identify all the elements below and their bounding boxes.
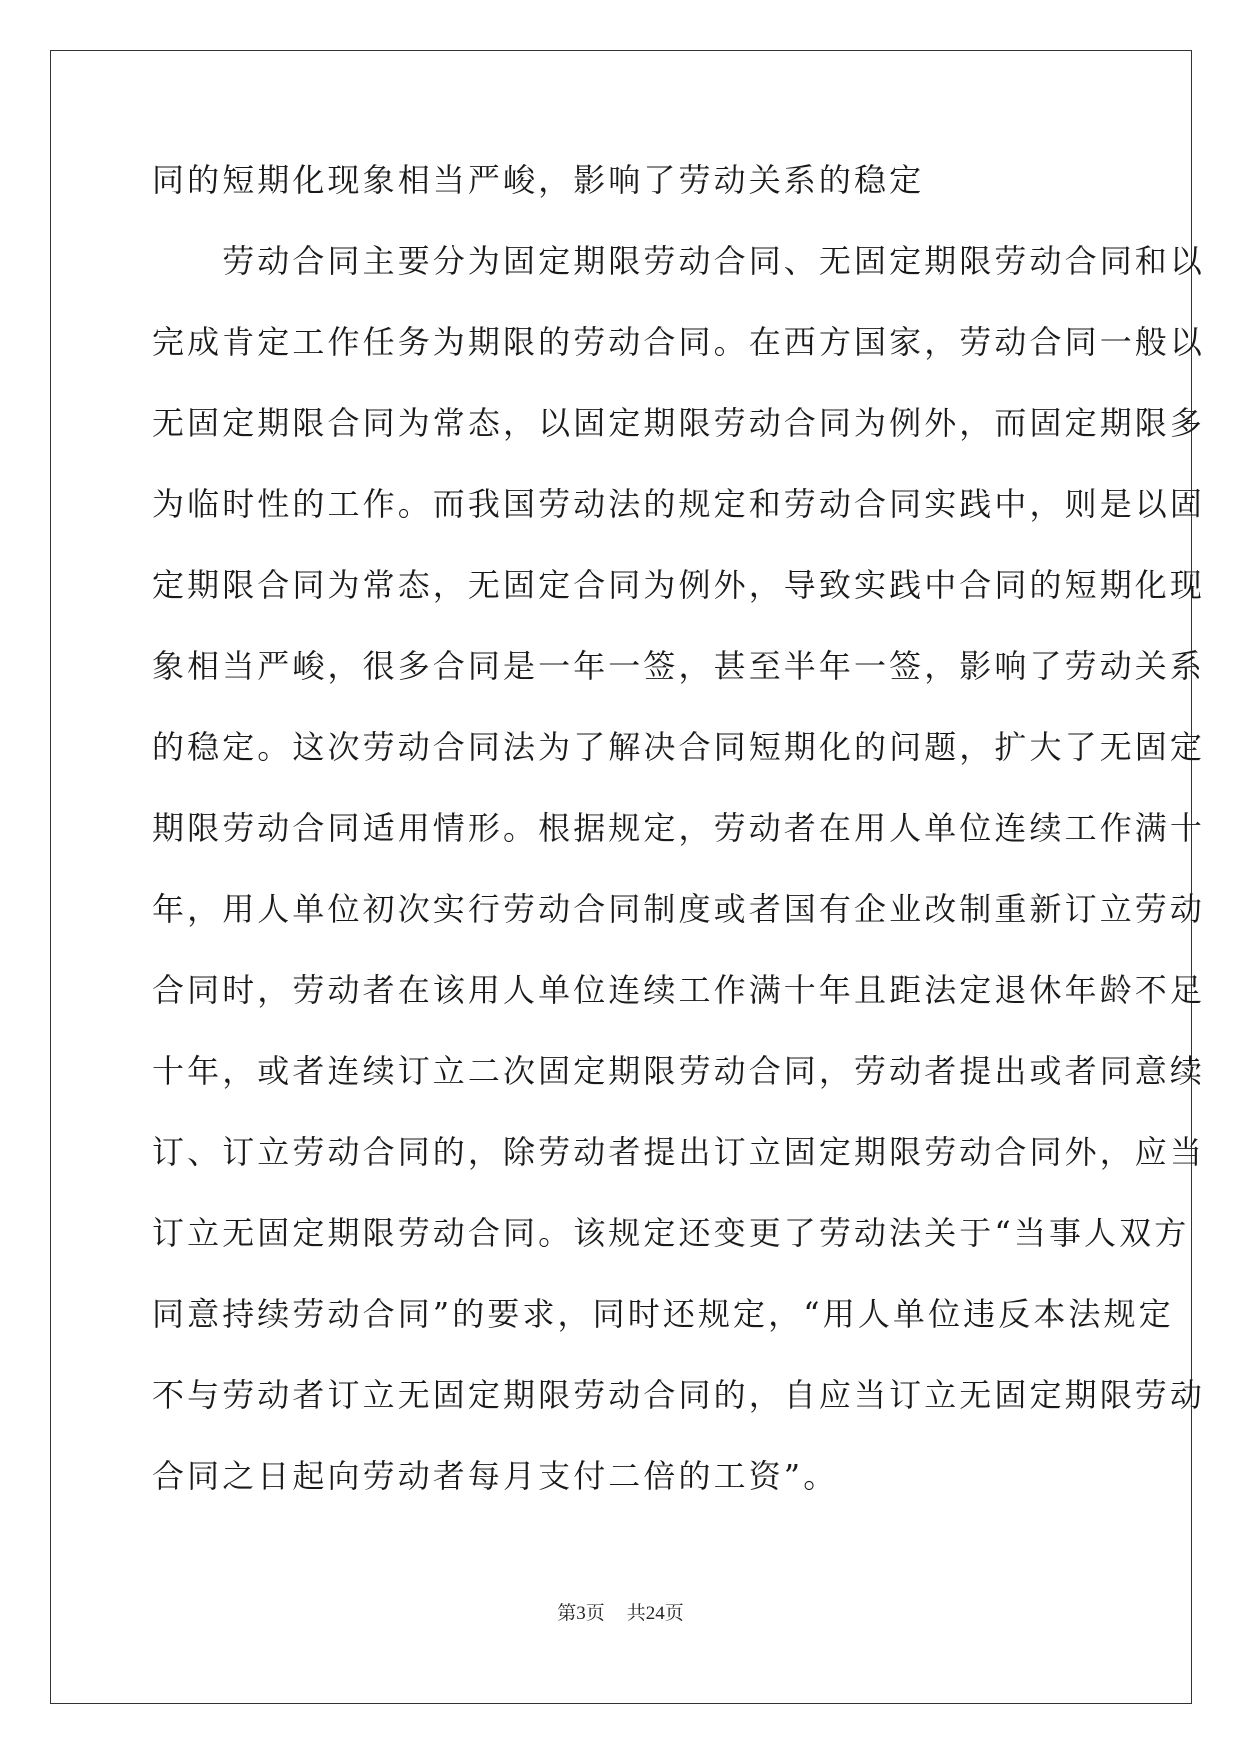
text-line: 同意持续劳动合同”的要求，同时还规定，“用人单位违反本法规定 [152, 1295, 1174, 1333]
total-pages: 共24页 [626, 1603, 684, 1624]
text-line: 的稳定。这次劳动合同法为了解决合同短期化的问题，扩大了无固定 [152, 728, 1206, 766]
text-line: 期限劳动合同适用情形。根据规定，劳动者在用人单位连续工作满十 [152, 809, 1206, 847]
page-footer [0, 1602, 1241, 1626]
text-line: 十年，或者连续订立二次固定期限劳动合同，劳动者提出或者同意续 [152, 1052, 1206, 1090]
text-line: 定期限合同为常态，无固定合同为例外，导致实践中合同的短期化现 [152, 566, 1206, 604]
text-line: 劳动合同主要分为固定期限劳动合同、无固定期限劳动合同和以 [152, 242, 1206, 280]
text-line: 无固定期限合同为常态，以固定期限劳动合同为例外，而固定期限多 [152, 404, 1206, 442]
text-line: 合同之日起向劳动者每月支付二倍的工资”。 [152, 1457, 839, 1495]
text-line: 不与劳动者订立无固定期限劳动合同的，自应当订立无固定期限劳动 [152, 1376, 1206, 1414]
text-line: 订立无固定期限劳动合同。该规定还变更了劳动法关于“当事人双方 [152, 1214, 1190, 1252]
text-line: 合同时，劳动者在该用人单位连续工作满十年且距法定退休年龄不足 [152, 971, 1206, 1009]
text-line: 订、订立劳动合同的，除劳动者提出订立固定期限劳动合同外，应当 [152, 1133, 1206, 1171]
page-number: 第3页 [557, 1603, 605, 1624]
text-line: 年，用人单位初次实行劳动合同制度或者国有企业改制重新订立劳动 [152, 890, 1206, 928]
text-line: 完成肯定工作任务为期限的劳动合同。在西方国家，劳动合同一般以 [152, 323, 1206, 361]
text-line: 象相当严峻，很多合同是一年一签，甚至半年一签，影响了劳动关系 [152, 647, 1206, 685]
text-line: 同的短期化现象相当严峻，影响了劳动关系的稳定 [152, 161, 925, 199]
text-line: 为临时性的工作。而我国劳动法的规定和劳动合同实践中，则是以固 [152, 485, 1206, 523]
document-body [152, 160, 1206, 1537]
